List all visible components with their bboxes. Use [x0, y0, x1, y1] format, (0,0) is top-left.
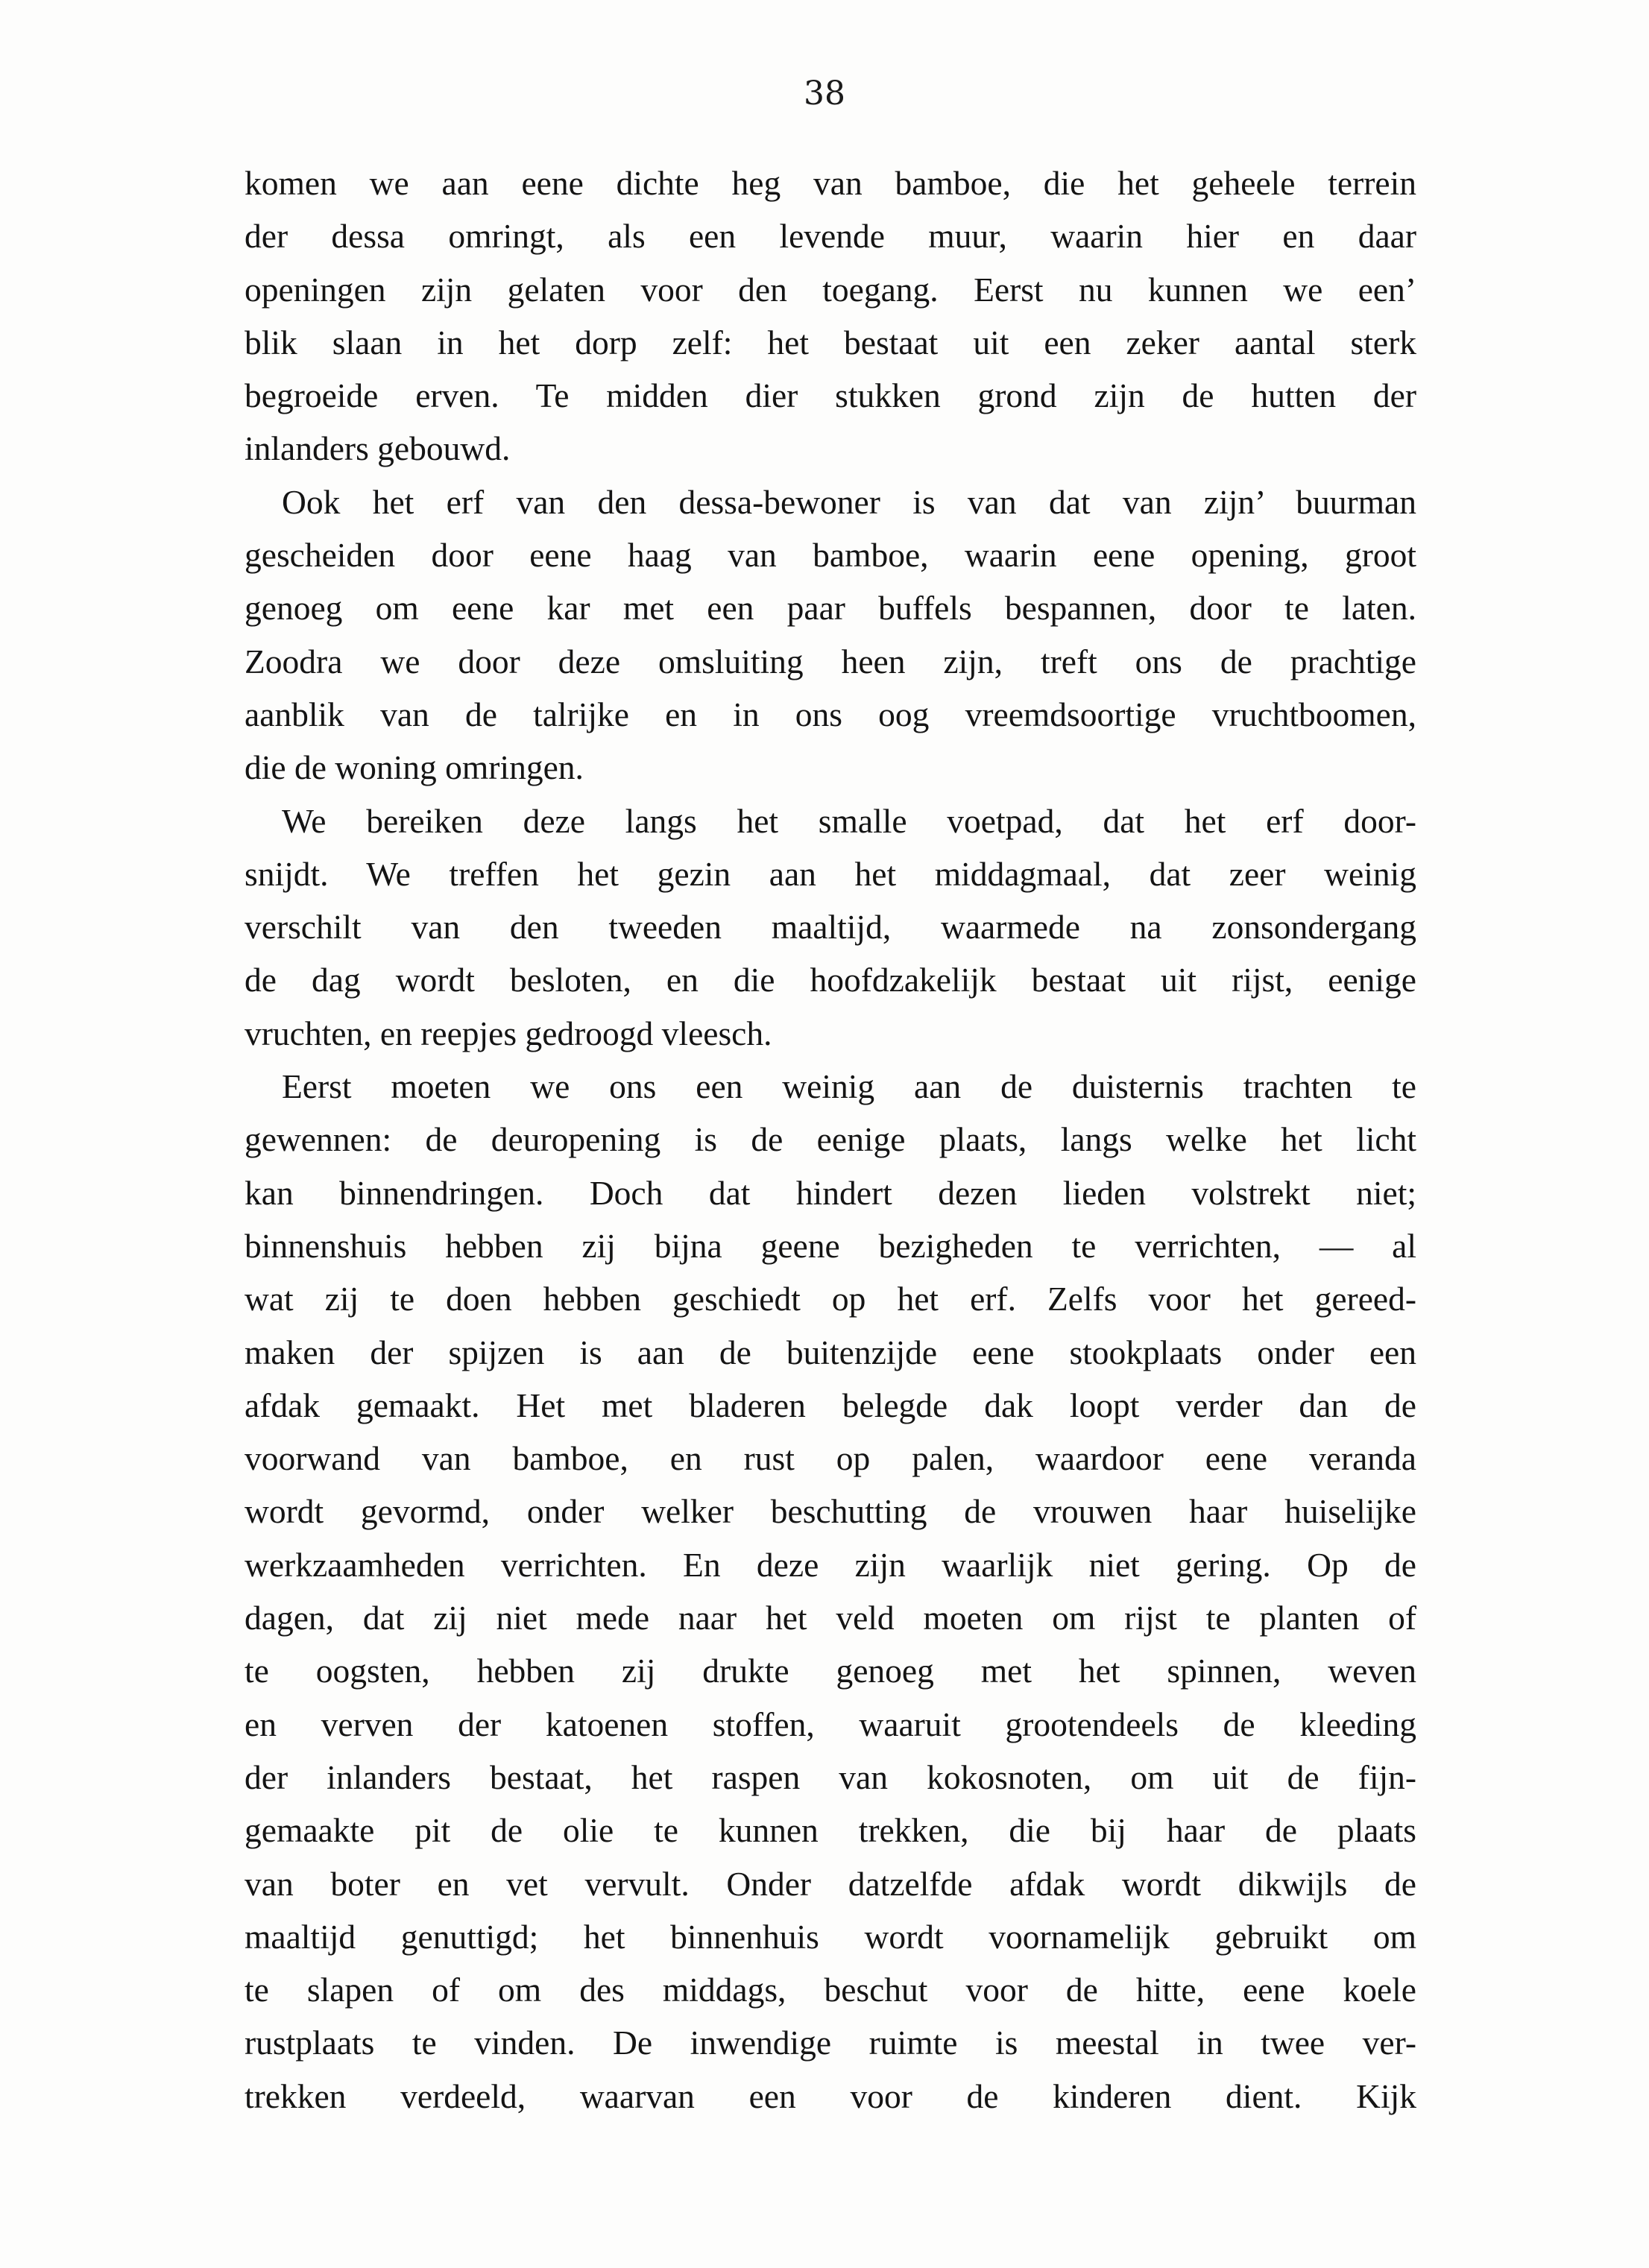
text-line: rustplaats te vinden. De inwendige ruimte is meestal in twee ver-	[245, 2024, 1416, 2062]
text-line: kan binnendringen. Doch dat hindert dezen lieden volstrekt niet;	[245, 1173, 1416, 1212]
text-line: en verven der katoenen stoffen, waaruit grootendeels de kleeding	[245, 1705, 1416, 1743]
text-line: werkzaamheden verrichten. En deze zijn waarlijk niet gering. Op de	[245, 1545, 1416, 1584]
text-line: voorwand van bamboe, en rust op palen, waardoor eene veranda	[245, 1439, 1416, 1478]
text-line: wordt gevormd, onder welker beschutting de vrouwen haar huiselijke	[245, 1492, 1416, 1531]
text-line: te slapen of om des middags, beschut voor de hitte, eene koele	[245, 1971, 1416, 2009]
text-line: openingen zijn gelaten voor den toegang. Eerst nu kunnen we een’	[245, 270, 1416, 309]
text-line: Eerst moeten we ons een weinig aan de duisternis trachten te	[282, 1067, 1416, 1106]
text-line: Ook het erf van den dessa-bewoner is van dat van zijn’ buurman	[282, 482, 1416, 521]
paragraph-2	[245, 476, 1416, 795]
text-line: wat zij te doen hebben geschiedt op het erf. Zelfs voor het gereed-	[245, 1280, 1416, 1318]
text-line: vruchten, en reepjes gedroogd vleesch.	[245, 1014, 772, 1052]
body-text	[245, 157, 1416, 2123]
text-line: trekken verdeeld, waarvan een voor de kinderen dient. Kijk	[245, 2076, 1416, 2115]
text-line: gemaakte pit de olie te kunnen trekken, die bij haar de plaats	[245, 1811, 1416, 1850]
text-line: maken der spijzen is aan de buitenzijde eene stookplaats onder een	[245, 1333, 1416, 1371]
text-line: afdak gemaakt. Het met bladeren belegde dak loopt verder dan de	[245, 1386, 1416, 1424]
text-line: binnenshuis hebben zij bijna geene bezigheden te verrichten, — al	[245, 1226, 1416, 1265]
text-line: der dessa omringt, als een levende muur, waarin hier en daar	[245, 217, 1416, 256]
text-line: te oogsten, hebben zij drukte genoeg met het spinnen, weven	[245, 1652, 1416, 1690]
text-line: maaltijd genuttigd; het binnenhuis wordt voornamelijk gebruikt om	[245, 1917, 1416, 1956]
text-line: inlanders gebouwd.	[245, 429, 511, 468]
text-line: der inlanders bestaat, het raspen van kokosnoten, om uit de fijn-	[245, 1757, 1416, 1796]
paragraph-4	[245, 1060, 1416, 2123]
paragraph-1	[245, 157, 1416, 476]
text-line: Zoodra we door deze omsluiting heen zijn, treft ons de prachtige	[245, 642, 1416, 680]
paragraph-3	[245, 795, 1416, 1060]
text-line: aanblik van de talrijke en in ons oog vreemdsoortige vruchtboomen,	[245, 695, 1416, 733]
text-line: blik slaan in het dorp zelf: het bestaat uit een zeker aantal sterk	[245, 323, 1416, 361]
text-line: snijdt. We treffen het gezin aan het middagmaal, dat zeer weinig	[245, 854, 1416, 893]
text-line: de dag wordt besloten, en die hoofdzakelijk bestaat uit rijst, eenige	[245, 961, 1416, 999]
text-line: die de woning omringen.	[245, 748, 584, 787]
text-line: dagen, dat zij niet mede naar het veld moeten om rijst te planten of	[245, 1599, 1416, 1637]
page-number: 38	[804, 75, 845, 113]
text-line: verschilt van den tweeden maaltijd, waarmede na zonsondergang	[245, 908, 1416, 947]
text-line: komen we aan eene dichte heg van bamboe, die het geheele terrein	[245, 164, 1416, 202]
text-line: begroeide erven. Te midden dier stukken grond zijn de hutten der	[245, 376, 1416, 415]
text-line: van boter en vet vervult. Onder datzelfde afdak wordt dikwijls de	[245, 1864, 1416, 1903]
text-line: We bereiken deze langs het smalle voetpad, dat het erf door-	[282, 801, 1416, 840]
text-line: genoeg om eene kar met een paar buffels bespannen, door te laten.	[245, 589, 1416, 628]
text-line: gewennen: de deuropening is de eenige plaats, langs welke het licht	[245, 1120, 1416, 1159]
text-line: gescheiden door eene haag van bamboe, waarin eene opening, groot	[245, 536, 1416, 575]
